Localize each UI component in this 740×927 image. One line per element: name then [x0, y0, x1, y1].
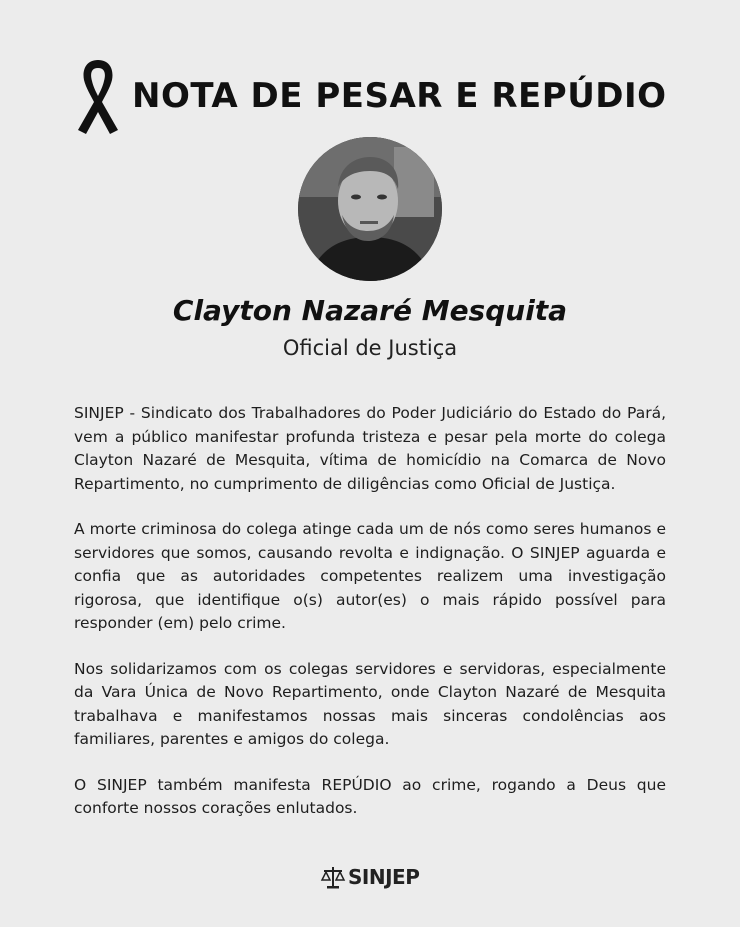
note-header	[72, 56, 672, 136]
person-name: Clayton Nazaré Mesquita	[172, 294, 568, 327]
paragraph-1: SINJEP - Sindicato dos Trabalhadores do Poder Judiciário do Estado do Pará, vem a público manifestar profunda tristeza e pesar pela morte do colega Clayton Nazaré de Mesquita, vítima de homicídio na Comarca de Novo Repartimento, no cumprimento de diligências como Oficial de Justiça.	[74, 404, 666, 493]
sinjep-logo	[320, 862, 419, 892]
page-title: NOTA DE PESAR E REPÚDIO	[132, 76, 667, 116]
person-role: Oficial de Justiça	[282, 336, 458, 360]
paragraph-3: Nos solidarizamos com os colegas servidores e servidoras, especialmente da Vara Única de Novo Repartimento, onde Clayton Nazaré de Mesquita trabalhava e manifestamos nossas mais sinceras condolências aos familiares, parentes e amigos do colega.	[74, 659, 666, 748]
scales-of-justice-icon	[320, 864, 346, 890]
note-body	[74, 402, 666, 843]
logo-text: SINJEP	[348, 865, 420, 889]
paragraph-2: A morte criminosa do colega atinge cada um de nós como seres humanos e servidores que somos, causando revolta e indignação. O SINJEP aguarda e confia que as autoridades competentes realizem uma investigação rigorosa, que identifique o(s) autor(es) o mais rápido possível para responder (em) pelo crime.	[74, 520, 666, 632]
mourning-ribbon-icon	[72, 56, 124, 136]
portrait-photo	[298, 137, 442, 281]
paragraph-4: O SINJEP também manifesta REPÚDIO ao crime, rogando a Deus que conforte nossos corações enlutados.	[74, 775, 666, 817]
